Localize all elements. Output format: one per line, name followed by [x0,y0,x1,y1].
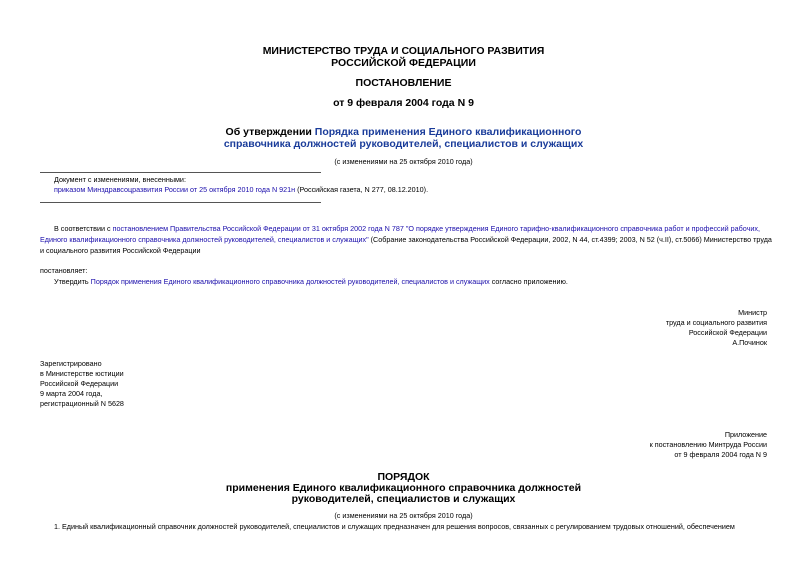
amendments-top-rule [40,172,321,173]
order-subtitle-line2: руководителей, специалистов и служащих [291,493,516,505]
decree-approve [54,277,568,287]
preamble-line1 [54,224,760,234]
title-revision-note: (с изменениями на 25 октября 2010 года) [334,157,473,166]
preamble-line2 [40,235,772,245]
decree-word: постановляет: [40,266,88,275]
registration-line5: регистрационный N 5628 [40,399,124,408]
signature-country: Российской Федерации [688,328,767,337]
document-title-line1 [0,126,807,138]
amendments-line [54,185,428,195]
preamble-tail: (Собрание законодательства Российской Федерации, 2002, N 44, ст.4399; 2003, N 52 (ч.II), ст.5066) Министерство труда [368,235,772,244]
registration-line1: Зарегистрировано [40,359,102,368]
preamble-link2[interactable]: Единого квалификационного справочника должностей руководителей, специалистов и служащих" [40,235,369,244]
registration-line4: 9 марта 2004 года, [40,389,103,398]
order-subtitle-line1: применения Единого квалификационного справочника должностей [225,482,582,494]
ministry-name-line1: МИНИСТЕРСТВО ТРУДА И СОЦИАЛЬНОГО РАЗВИТИЯ [262,45,545,57]
amendments-link[interactable]: приказом Минздравсоцразвития России от 25 октября 2010 года N 921н [54,185,296,194]
approve-tail: согласно приложению. [489,277,568,286]
ministry-name-line2: РОССИЙСКОЙ ФЕДЕРАЦИИ [331,57,476,69]
signature-title: Министр [738,308,767,317]
title-prefix: Об утверждении [225,126,315,138]
amendments-source: (Российская газета, N 277, 08.12.2010). [295,185,429,194]
registration-line3: Российской Федерации [40,379,119,388]
order-paragraph-1: 1. Единый квалификационный справочник должностей руководителей, специалистов и служащих предназначен для решения вопросов, связанных с регулированием трудовых отношений, обеспечением [54,522,735,531]
signature-ministry: труда и социального развития [665,318,767,327]
title-link-part1[interactable]: Порядка применения Единого квалификационного [314,126,582,138]
amendments-bottom-rule [40,202,321,203]
preamble-lead: В соответствии с [54,224,113,233]
signature-name: А.Починок [732,338,767,347]
preamble-line3: и социального развития Российской Федерации [40,246,201,255]
document-type: ПОСТАНОВЛЕНИЕ [355,77,452,89]
approve-link[interactable]: Порядок применения Единого квалификационного справочника должностей руководителей, специалистов и служащих [90,277,490,286]
appendix-label: Приложение [724,430,767,439]
registration-line2: в Министерстве юстиции [40,369,124,378]
title-link-part2[interactable]: справочника должностей руководителей, специалистов и служащих [223,138,584,150]
amendments-intro: Документ с изменениями, внесенными: [54,175,186,184]
appendix-date: от 9 февраля 2004 года N 9 [674,450,767,459]
preamble-link1[interactable]: постановлением Правительства Российской Федерации от 31 октября 2002 года N 787 "О порядке утверждения Единого тарифно-квалификационного справочника работ и профессий рабочих, [112,224,760,233]
approve-lead: Утвердить [54,277,91,286]
appendix-ref: к постановлению Минтруда России [649,440,767,449]
order-revision-note: (с изменениями на 25 октября 2010 года) [334,511,473,520]
document-date: от 9 февраля 2004 года N 9 [333,97,474,109]
order-title: ПОРЯДОК [377,471,430,483]
